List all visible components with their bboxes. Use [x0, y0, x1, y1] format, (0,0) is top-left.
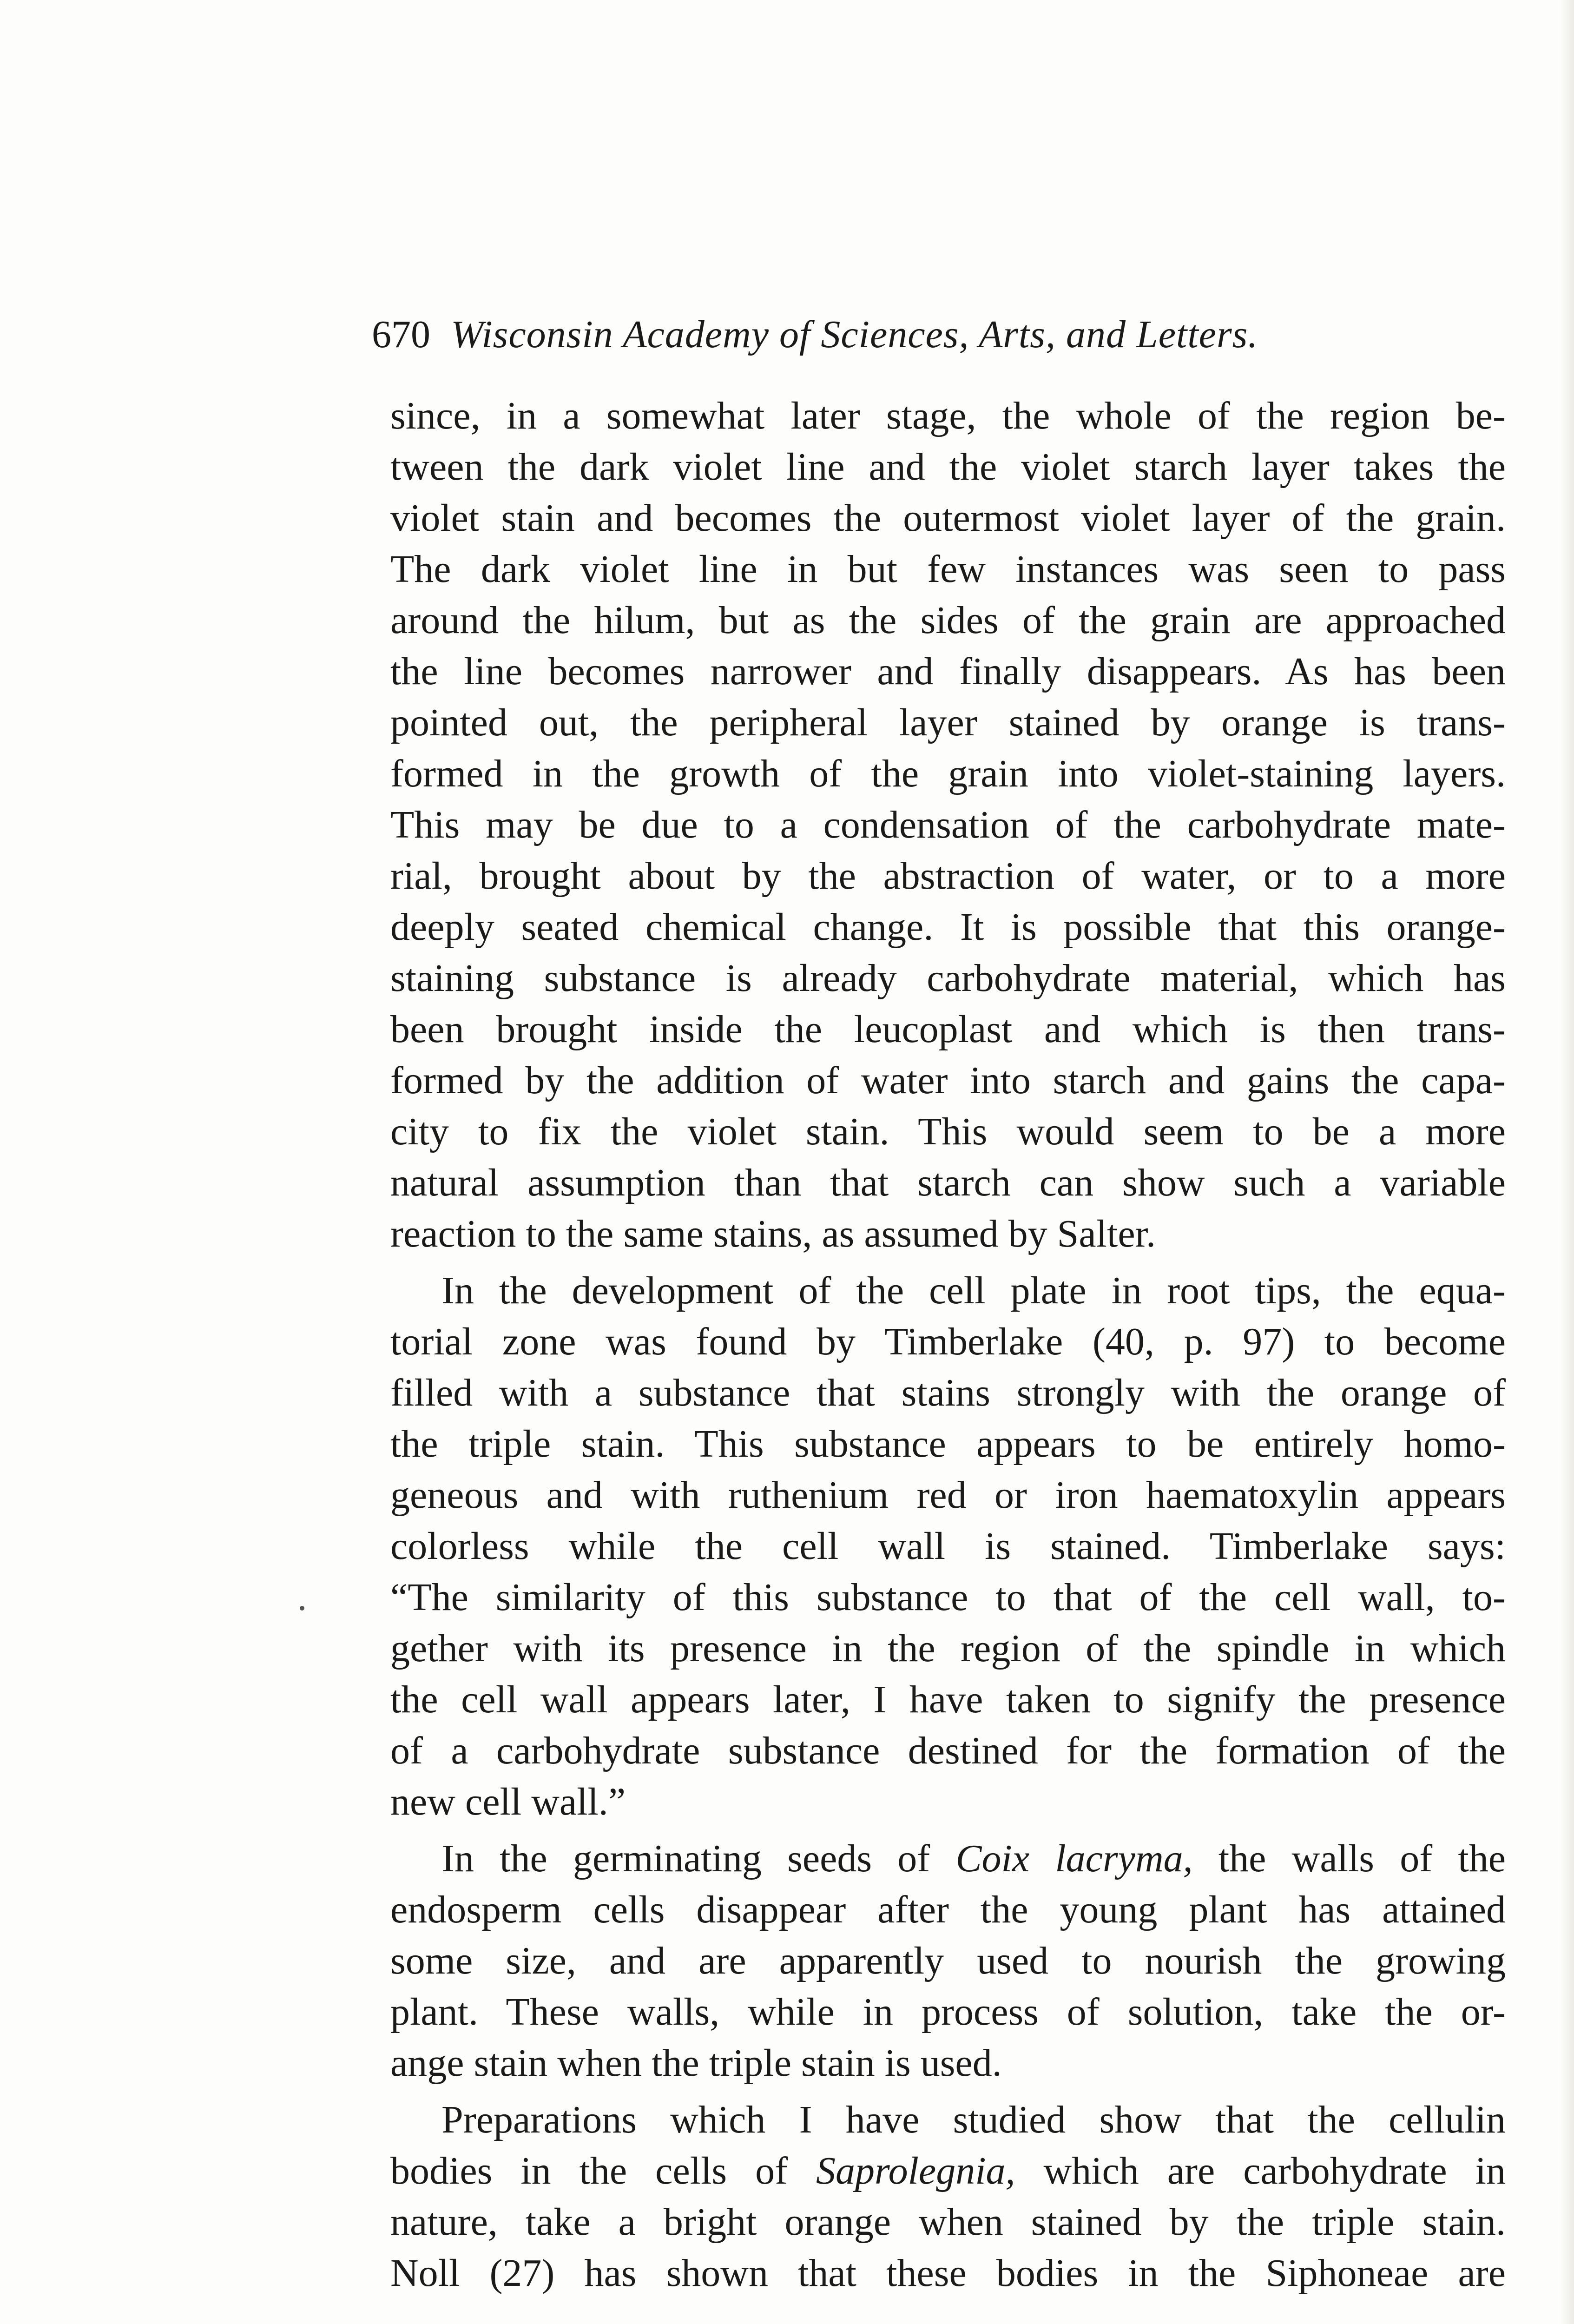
text-line: tween the dark violet line and the violet starch layer takes the	[390, 445, 1506, 489]
paragraph-2	[390, 1265, 1506, 1828]
paragraph-gap	[390, 2089, 1506, 2094]
text-line: gether with its presence in the region of the spindle in which	[390, 1627, 1506, 1670]
genus-name: Saprolegnia,	[816, 2149, 1015, 2192]
paragraph-1	[390, 390, 1506, 1260]
scan-speck	[300, 1606, 304, 1611]
text-line: The dark violet line in but few instances was seen to pass	[390, 548, 1506, 591]
text-line: been brought inside the leucoplast and which is then trans-	[390, 1008, 1506, 1051]
text-segment: In the germinating seeds of	[441, 1837, 956, 1880]
paragraph-gap	[390, 1828, 1506, 1833]
text-line: violet stain and becomes the outermost violet layer of the grain.	[390, 496, 1506, 540]
text-line: around the hilum, but as the sides of the grain are approached	[390, 599, 1506, 642]
text-line: filled with a substance that stains strongly with the orange of	[390, 1371, 1506, 1414]
text-line: staining substance is already carbohydrate material, which has	[390, 957, 1506, 1000]
text-line: pointed out, the peripheral layer stained by orange is trans-	[390, 701, 1506, 744]
text-line: plant. These walls, while in process of solution, take the or-	[390, 1990, 1506, 2034]
text-line: ange stain when the triple stain is used.	[390, 2041, 1002, 2085]
text-line: deeply seated chemical change. It is possible that this orange-	[390, 905, 1506, 949]
text-line: geneous and with ruthenium red or iron haematoxylin appears	[390, 1473, 1506, 1517]
text-line: natural assumption than that starch can show such a variable	[390, 1161, 1506, 1204]
text-line: Preparations which I have studied show that the cellulin	[441, 2098, 1506, 2141]
text-line: new cell wall.”	[390, 1780, 626, 1823]
text-line: “The similarity of this substance to that of the cell wall, to-	[390, 1576, 1506, 1619]
paragraph-gap	[390, 1260, 1506, 1265]
text-line: formed in the growth of the grain into violet-staining layers.	[390, 752, 1506, 795]
paragraph-3	[390, 1833, 1506, 2089]
paragraph-4	[390, 2094, 1506, 2299]
text-line: since, in a somewhat later stage, the whole of the region be-	[390, 394, 1506, 437]
page-number: 670	[372, 313, 430, 356]
text-line	[390, 2146, 1506, 2197]
text-line: formed by the addition of water into starch and gains the capa-	[390, 1059, 1506, 1102]
species-name: Coix lacryma,	[955, 1837, 1193, 1880]
text-segment: bodies in the cells of	[390, 2149, 817, 2192]
body-text	[390, 390, 1506, 2299]
text-line: the triple stain. This substance appears to be entirely homo-	[390, 1422, 1506, 1466]
text-line: of a carbohydrate substance destined for the formation of the	[390, 1729, 1506, 1772]
text-line: This may be due to a condensation of the carbohydrate mate-	[390, 803, 1506, 846]
running-title: Wisconsin Academy of Sciences, Arts, and Letters.	[451, 313, 1258, 356]
text-line: endosperm cells disappear after the young plant has attained	[390, 1888, 1506, 1931]
text-segment: which are carbohydrate in	[1015, 2149, 1506, 2192]
text-line: the line becomes narrower and finally disappears. As has been	[390, 650, 1506, 693]
text-segment: the walls of the	[1192, 1837, 1506, 1880]
text-line: torial zone was found by Timberlake (40, p. 97) to become	[390, 1320, 1506, 1363]
text-line: the cell wall appears later, I have taken to signify the presence	[390, 1678, 1506, 1721]
page-edge-shadow	[1560, 0, 1574, 2324]
text-line: colorless while the cell wall is stained. Timberlake says:	[390, 1525, 1506, 1568]
text-line: Noll (27) has shown that these bodies in the Siphoneae are	[390, 2251, 1506, 2295]
text-line	[390, 1833, 1506, 1884]
text-line: reaction to the same stains, as assumed by Salter.	[390, 1212, 1156, 1255]
text-line: city to fix the violet stain. This would seem to be a more	[390, 1110, 1506, 1153]
running-header	[372, 302, 1506, 367]
text-line: nature, take a bright orange when stained by the triple stain.	[390, 2200, 1506, 2244]
text-line: some size, and are apparently used to nourish the growing	[390, 1939, 1506, 1982]
text-line: In the development of the cell plate in root tips, the equa-	[441, 1269, 1506, 1312]
text-line: rial, brought about by the abstraction of water, or to a more	[390, 854, 1506, 898]
